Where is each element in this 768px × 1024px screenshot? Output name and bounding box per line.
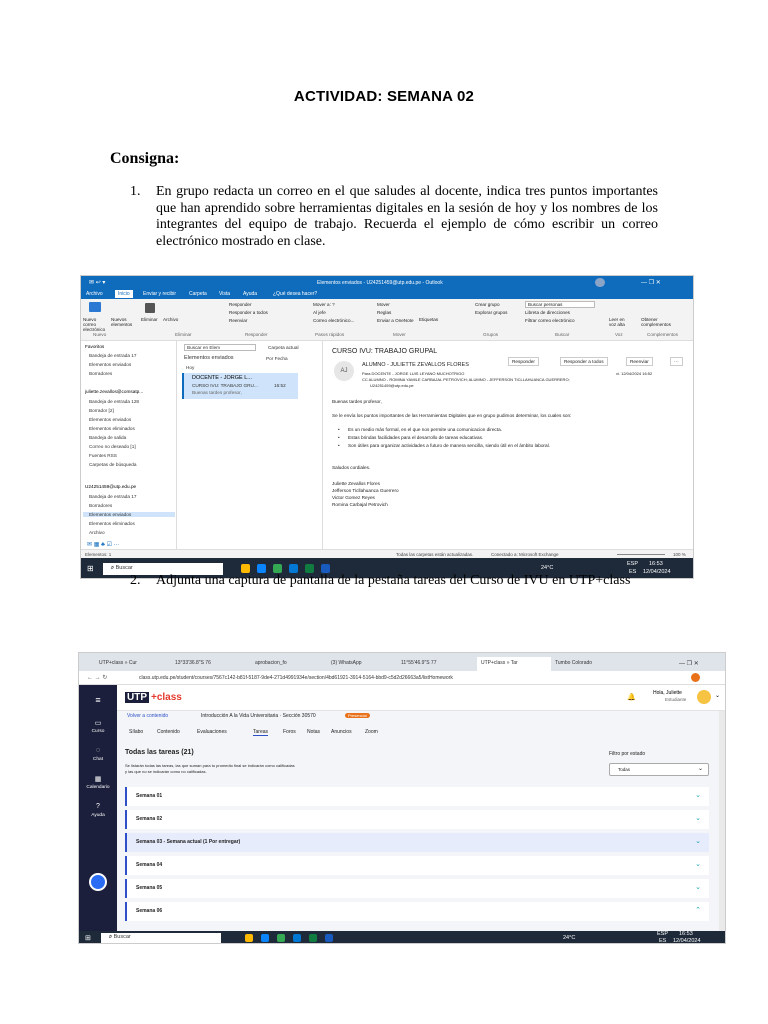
browser-tab-active[interactable]: UTP+class » Tar xyxy=(477,657,551,671)
user-avatar[interactable] xyxy=(697,690,711,704)
signature-line: Jefferson Ticllahuanca Guerrero xyxy=(332,488,399,493)
folder-item[interactable]: Archivo xyxy=(89,530,105,535)
language-sub: ES xyxy=(659,938,667,944)
new-mail-button[interactable]: Nuevo correo electrónico xyxy=(83,317,106,332)
delete-button[interactable]: Eliminar xyxy=(141,317,158,322)
folder-item[interactable]: Bandeja de salida xyxy=(89,435,127,440)
tags-button[interactable]: Etiquetas xyxy=(419,317,439,322)
excel-icon[interactable] xyxy=(305,564,314,573)
edge-icon[interactable] xyxy=(257,564,266,573)
utp-logo: UTP xyxy=(127,692,147,703)
modality-badge: Presencial xyxy=(345,713,370,718)
message-preview: Buenas tardes profesor, xyxy=(192,390,242,395)
outlook-title-bar xyxy=(81,276,694,289)
group-label: Mover xyxy=(393,332,406,337)
connection-status: Conectado a: Microsoft Exchange xyxy=(491,552,559,557)
item-number: 2. xyxy=(130,573,141,588)
message-from: DOCENTE - JORGE L... xyxy=(192,375,252,381)
tell-me-search[interactable]: ¿Qué desea hacer? xyxy=(273,291,318,297)
language[interactable]: ESP xyxy=(627,561,639,567)
search-people-input[interactable]: Buscar personas xyxy=(525,301,595,308)
chrome-icon[interactable] xyxy=(277,934,285,942)
windows-start-icon[interactable]: ⊞ xyxy=(85,935,91,942)
signature-line: Romina Carbajal Petrovich xyxy=(332,502,388,507)
browse-groups-button[interactable]: Explorar grupos xyxy=(475,310,508,315)
menu-archivo[interactable]: Archivo xyxy=(86,291,103,297)
outlook-menu xyxy=(81,289,694,299)
clock-date[interactable]: 12/04/2024 xyxy=(643,569,671,575)
week-label: Semana 06 xyxy=(136,908,163,914)
instruction-item-1 xyxy=(130,184,658,250)
folder-item[interactable]: Carpetas de búsqueda xyxy=(89,462,137,467)
email-intro: Se le envía los puntos importantes de las Herramientas Digitales que en grupo pudimos determinar, los cuales son: xyxy=(332,413,572,418)
week-row[interactable] xyxy=(125,787,709,806)
zoom-slider[interactable] xyxy=(617,554,665,555)
email-greeting: Buenas tardes profesor, xyxy=(332,399,382,404)
new-mail-icon xyxy=(89,302,101,312)
menu-enviar-recibir[interactable]: Enviar y recibir xyxy=(143,291,177,297)
message-list xyxy=(178,341,323,549)
reply-all-button[interactable]: Responder a todos xyxy=(229,310,268,315)
email-bullet-text: Son útiles para organizar actividades a futuro de manera sencilla, siendo útil en el ámbito laboral. xyxy=(348,443,550,448)
menu-carpeta[interactable]: Carpeta xyxy=(189,291,207,297)
calendar-icon: ▦ xyxy=(94,776,102,783)
week-label: Semana 01 xyxy=(136,793,163,799)
outlook-screenshot xyxy=(80,275,694,579)
instruction-text: En grupo redacta un correo en el que saludes al docente, indica tres puntos importantes que han aprendido sobre herramientas digitales en la sesión de hoy y los nombres de los integrantes del equipo de trabajo. Recuerda el ejemplo de cómo escribir un correo electrónico mostrado en clase. xyxy=(156,184,658,249)
week-row[interactable] xyxy=(125,856,709,875)
filter-email-button[interactable]: Filtrar correo electrónico xyxy=(525,318,575,323)
tab-anuncios[interactable]: Anuncios xyxy=(331,729,352,735)
sender-avatar: AJ xyxy=(334,361,354,381)
rules-button[interactable]: Reglas xyxy=(377,310,392,315)
forward-button[interactable]: Reenviar xyxy=(229,318,248,323)
module-switcher-icons[interactable]: ✉ ▦ ♣ ☑ ··· xyxy=(87,542,120,548)
folder-item[interactable]: Elementos enviados xyxy=(89,362,132,367)
folder-item[interactable]: Correo no deseado [1] xyxy=(89,444,136,449)
consigna-label: Consigna: xyxy=(110,150,180,167)
item-number: 1. xyxy=(130,184,141,199)
window-controls[interactable]: — ❐ ✕ xyxy=(641,280,661,286)
tasks-heading: Todas las tareas (21) xyxy=(125,749,194,756)
sidebar-item-calendario[interactable]: Calendario xyxy=(86,785,110,790)
team-email-button[interactable]: Correo electrónico... xyxy=(313,318,355,323)
folder-item[interactable]: Elementos enviados xyxy=(89,417,132,422)
browser-tab[interactable]: UTP+class » Cur xyxy=(99,660,137,666)
scrollbar[interactable] xyxy=(719,711,725,931)
account-header[interactable]: juliette.zevallos@comsatp... xyxy=(85,389,144,394)
reply-button[interactable]: Responder xyxy=(229,302,252,307)
browser-tab[interactable]: 11°55'46.9"S 77 xyxy=(401,660,437,666)
outlook-icon[interactable] xyxy=(289,564,298,573)
notification-bell-icon[interactable]: 🔔 xyxy=(627,694,636,701)
language[interactable]: ESP xyxy=(657,931,669,937)
folder-item[interactable]: Bandeja de entrada 128 xyxy=(89,399,140,404)
play-icon[interactable] xyxy=(89,873,107,891)
group-label: Pasos rápidos xyxy=(315,332,345,337)
window-controls[interactable]: — ❐ ✕ xyxy=(679,661,699,667)
sender-name: ALUMNO - JULIETTE ZEVALLOS FLORES xyxy=(362,362,469,368)
email-closing: Saludos cordiales. xyxy=(332,465,371,470)
group-label: Nuevo xyxy=(93,332,107,337)
windows-taskbar xyxy=(79,931,726,944)
sidebar-item-chat[interactable]: Chat xyxy=(92,757,104,762)
group-label: Eliminar xyxy=(175,332,192,337)
sort-dropdown[interactable]: Por Fecha xyxy=(266,356,288,361)
tab-tareas[interactable]: Tareas xyxy=(253,729,269,735)
windows-start-icon[interactable]: ⊞ xyxy=(87,564,94,573)
folder-item[interactable]: Borrador [2] xyxy=(89,408,114,413)
course-icon: ▭ xyxy=(94,720,102,727)
folder-item[interactable]: Elementos eliminados xyxy=(89,426,135,431)
email-bullet-text: Es un medio más formal, en el que nos permite una comunicacion directa. xyxy=(348,427,502,432)
email-date: vi. 12/04/2024 16:52 xyxy=(616,371,653,376)
menu-icon[interactable]: ≡ xyxy=(95,695,101,705)
get-addins-button[interactable]: Obtener complementos xyxy=(641,317,671,327)
chevron-down-icon[interactable]: ⌄ xyxy=(715,693,721,699)
week-label: Semana 04 xyxy=(136,862,163,868)
taskbar-search[interactable] xyxy=(101,933,221,943)
recipient-cc: CC ALUMNO - ROMINA YAMILE CARBAJAL PETROVICH; ALUMNO - JEFFERSON TICLLAHUANCA GUERRERO; xyxy=(362,377,570,382)
chevron-down-icon: ⌄ xyxy=(695,815,701,822)
email-bullet: • xyxy=(338,443,340,448)
temperature: 24°C xyxy=(541,565,554,571)
signature-line: Juliette Zevallos Flores xyxy=(332,481,380,486)
week-label: Semana 05 xyxy=(136,885,163,891)
tab-evaluaciones[interactable]: Evaluaciones xyxy=(197,729,227,735)
language-sub: ES xyxy=(629,569,637,575)
chevron-down-icon: ⌄ xyxy=(695,884,701,891)
message-time: 16:52 xyxy=(274,383,286,388)
to-manager-button[interactable]: Al jefe xyxy=(313,310,326,315)
group-label: Complementos xyxy=(647,332,678,337)
group-label: Grupos xyxy=(483,332,499,337)
instruction-item-2 xyxy=(130,573,690,589)
search-scope[interactable]: Carpeta actual xyxy=(268,345,299,350)
week-label: Semana 03 - Semana actual (1 Por entregar) xyxy=(136,839,241,845)
chevron-up-icon: ⌃ xyxy=(695,907,701,914)
sidebar-item-ayuda[interactable]: Ayuda xyxy=(91,813,105,818)
favorites-header[interactable]: Favoritos xyxy=(85,344,105,349)
profile-avatar[interactable] xyxy=(691,673,700,682)
chevron-down-icon: ⌄ xyxy=(695,838,701,845)
tab-foros[interactable]: Foros xyxy=(283,729,296,735)
week-row[interactable] xyxy=(125,879,709,898)
user-avatar[interactable] xyxy=(595,278,605,287)
menu-inicio[interactable]: Inicio xyxy=(115,290,133,298)
new-items-button[interactable]: Nuevos elementos xyxy=(111,317,133,327)
browser-tab[interactable]: (3) WhatsApp xyxy=(331,660,362,666)
email-bullet: • xyxy=(338,427,340,432)
reply-button[interactable]: Responder xyxy=(508,357,539,366)
outlook-ribbon xyxy=(81,299,694,341)
create-group-button[interactable]: Crear grupo xyxy=(475,302,500,307)
browser-tab[interactable]: aprobacion_fo xyxy=(255,660,287,666)
tasks-note: y las que no se indicarán como no calificadas. xyxy=(125,769,207,774)
status-bar xyxy=(81,549,694,558)
utp-sidebar xyxy=(79,685,117,931)
group-label: Responder xyxy=(245,332,268,337)
delete-icon xyxy=(145,303,155,313)
date-group: Hoy xyxy=(186,365,195,370)
mail-search-input[interactable]: Buscar en Elem xyxy=(184,344,256,351)
sidebar-item-curso[interactable]: Curso xyxy=(91,729,105,734)
sync-status: Todas las carpetas están actualizadas. xyxy=(396,552,474,557)
move-to-button[interactable]: Mover a: ? xyxy=(313,302,335,307)
email-subject: CURSO IVU: TRABAJO GRUPAL xyxy=(332,348,438,355)
folder-item[interactable]: Fuentes RSS xyxy=(89,453,117,458)
folder-item[interactable]: Elementos eliminados xyxy=(89,521,135,526)
browser-toolbar xyxy=(79,671,726,685)
taskbar-search-text: Buscar xyxy=(115,565,133,571)
tab-silabo[interactable]: Sílabo xyxy=(129,729,144,735)
reply-all-button[interactable]: Responder a todos xyxy=(560,357,608,366)
chevron-down-icon: ⌄ xyxy=(698,766,704,772)
instruction-text: Adjunta una captura de pantalla de la pestaña tareas del Curso de IVU en UTP+class xyxy=(156,573,631,588)
search-icon: ⌕ xyxy=(111,565,115,571)
folder-item[interactable]: Bandeja de entrada 17 xyxy=(89,494,137,499)
folder-name: Elementos enviados xyxy=(184,355,234,361)
utp-header xyxy=(117,685,726,711)
message-item-selected[interactable] xyxy=(182,373,298,399)
account-header[interactable]: U24251459@utp.edu.pe xyxy=(85,484,137,489)
filter-value: Todas xyxy=(618,767,631,772)
item-count: Elementos: 1 xyxy=(85,552,112,557)
edge-icon[interactable] xyxy=(261,934,269,942)
folder-item[interactable]: Bandeja de entrada 17 xyxy=(89,353,137,358)
zoom-level: 100 % xyxy=(673,552,686,557)
week-row[interactable] xyxy=(125,810,709,829)
address-book-button[interactable]: Libreta de direcciones xyxy=(525,310,570,315)
word-icon[interactable] xyxy=(321,564,330,573)
browser-tab[interactable]: Tumbo Colorado xyxy=(555,660,593,666)
chevron-down-icon: ⌄ xyxy=(695,861,701,868)
tasks-note: Se listarán todas las tareas, las que suman para tu promedio final se indicarán como calificadas xyxy=(125,763,295,768)
browser-tab[interactable]: 13°33'36.8"S 76 xyxy=(175,660,211,666)
status-filter-select[interactable] xyxy=(609,763,709,776)
word-icon[interactable] xyxy=(325,934,333,942)
menu-vista[interactable]: Vista xyxy=(219,291,231,297)
chevron-down-icon: ⌄ xyxy=(695,792,701,799)
utp-main xyxy=(117,711,721,931)
reading-pane xyxy=(324,341,694,549)
outlook-icon: ✉ ↩ ▾ xyxy=(89,280,106,286)
address-bar[interactable]: class.utp.edu.pe/student/courses/7567c142-b81f-5187-9de4-271d4991934e/section/4bd61921-3914-5164-bbd9-c5d2d26663a5/listHomework xyxy=(139,675,453,681)
group-label: Voz xyxy=(615,332,623,337)
email-bullet-text: Estas brindas facilidades para el desarrollo de tareas educativas. xyxy=(348,435,484,440)
utp-class-screenshot xyxy=(78,652,726,944)
taskbar-search-text: Buscar xyxy=(113,934,131,940)
clock-date[interactable]: 12/04/2024 xyxy=(673,938,701,944)
message-subject: CURSO IVU: TRABAJO GRU... xyxy=(192,383,258,388)
week-row-current[interactable] xyxy=(125,833,709,852)
folder-icon[interactable] xyxy=(245,934,253,942)
user-greeting: Hola, Juliette xyxy=(653,690,682,696)
back-link[interactable]: Volver a contenido xyxy=(127,713,169,719)
folder-item[interactable]: Borradores xyxy=(89,371,113,376)
page-title: ACTIVIDAD: SEMANA 02 xyxy=(293,88,475,105)
tab-contenido[interactable]: Contenido xyxy=(157,729,180,735)
tab-zoom[interactable]: Zoom xyxy=(365,729,378,735)
folder-item-selected[interactable]: Elementos enviados xyxy=(83,512,175,517)
forward-button[interactable]: Reenviar xyxy=(626,357,653,366)
recipient-to: Para DOCENTE - JORGE LUIS LEYANO MUCHOTRIGO xyxy=(362,371,465,376)
course-title: Introducción A la Vida Universitaria · Sección 30570 xyxy=(201,713,316,719)
nav-arrows-icon[interactable]: ← → ↻ xyxy=(87,675,108,681)
week-row-expanded[interactable] xyxy=(125,902,709,921)
clock-time[interactable]: 16:53 xyxy=(649,561,663,567)
utp-logo-class: +class xyxy=(151,692,182,703)
browser-tab-strip xyxy=(79,653,726,671)
tab-notas[interactable]: Notas xyxy=(307,729,321,735)
group-label: Buscar xyxy=(555,332,570,337)
recipient-cc-cont: U24251459@utp.edu.pe xyxy=(370,383,414,388)
chat-icon: ◌ xyxy=(95,747,101,754)
folder-icon[interactable] xyxy=(241,564,250,573)
folder-pane xyxy=(81,341,177,549)
week-label: Semana 02 xyxy=(136,816,163,822)
outlook-icon[interactable] xyxy=(293,934,301,942)
menu-ayuda[interactable]: Ayuda xyxy=(243,291,258,297)
temperature: 24°C xyxy=(563,935,576,941)
move-button[interactable]: Mover xyxy=(377,302,390,307)
window-title: Elementos enviados - U24251459@utp.edu.pe - Outlook xyxy=(317,280,443,286)
archive-button[interactable]: Archivo xyxy=(163,317,179,322)
folder-item[interactable]: Borradores xyxy=(89,503,113,508)
read-aloud-button[interactable]: Leer en voz alta xyxy=(609,317,625,327)
excel-icon[interactable] xyxy=(309,934,317,942)
chrome-icon[interactable] xyxy=(273,564,282,573)
search-icon: ⌕ xyxy=(109,934,113,940)
filter-label: Filtro por estado xyxy=(609,751,646,757)
user-role: Estudiante xyxy=(665,697,687,702)
clock-time[interactable]: 16:53 xyxy=(679,931,693,937)
signature-line: Victor Gomez Reyes xyxy=(332,495,375,500)
help-icon: ? xyxy=(96,803,100,810)
onenote-button[interactable]: Enviar a OneNote xyxy=(377,318,414,323)
more-actions-icon[interactable]: ··· xyxy=(670,357,683,366)
email-bullet: • xyxy=(338,435,340,440)
